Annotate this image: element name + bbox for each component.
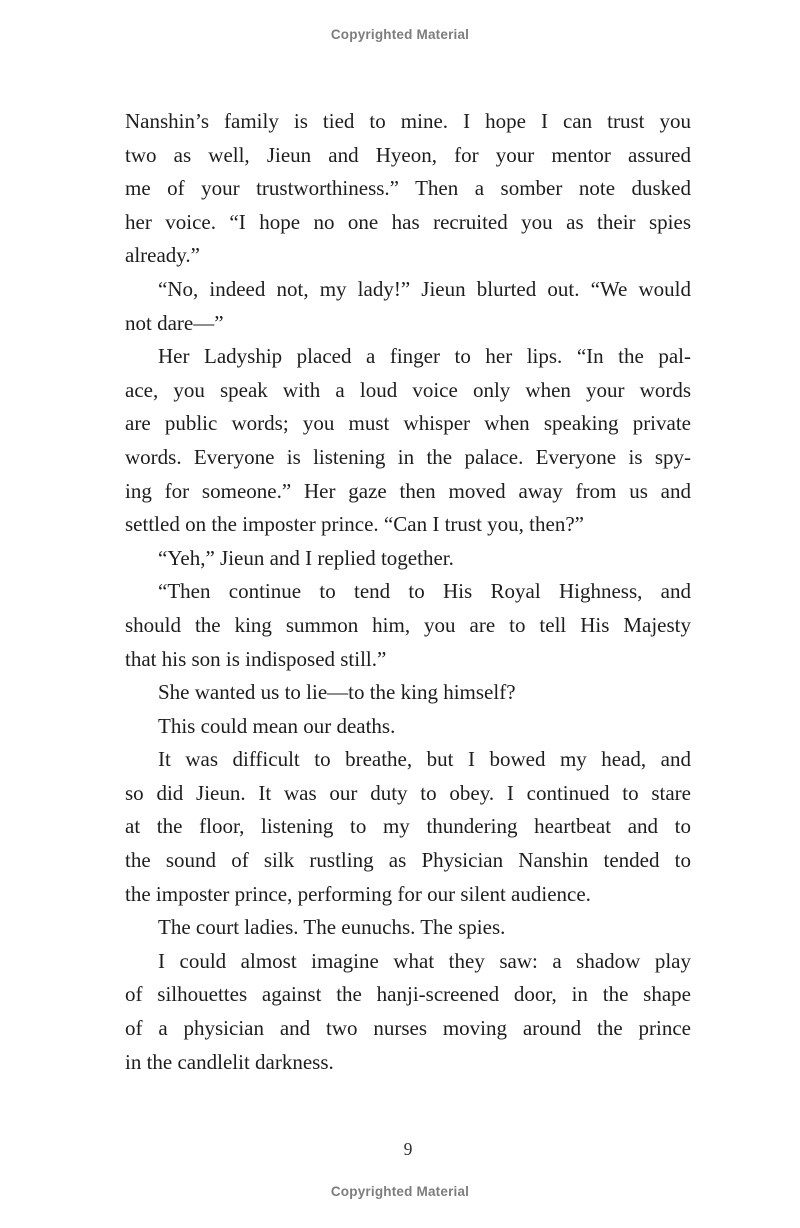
copyright-notice-top: Copyrighted Material <box>330 27 470 42</box>
text-line: “No, indeed not, my lady!” Jieun blurted out. “We would <box>158 276 691 301</box>
text-line: She wanted us to lie—to the king himself? <box>158 680 516 705</box>
text-line: ace, you speak with a loud voice only when your words <box>125 377 691 402</box>
text-line: me of your trustworthiness.” Then a somber note dusked <box>125 176 691 201</box>
text-line: not dare—” <box>125 310 224 335</box>
text-line: ing for someone.” Her gaze then moved away from us and <box>125 478 691 503</box>
book-body-text <box>125 105 691 1079</box>
text-line: “Then continue to tend to His Royal Highness, and <box>158 579 691 604</box>
copyright-notice-bottom: Copyrighted Material <box>330 1184 470 1199</box>
text-line: at the floor, listening to my thundering heartbeat and to <box>125 814 691 839</box>
text-line: of a physician and two nurses moving around the prince <box>125 1016 691 1041</box>
page-number: 9 <box>403 1139 413 1159</box>
text-line: of silhouettes against the hanji-screened door, in the shape <box>125 982 691 1007</box>
text-line: This could mean our deaths. <box>158 713 396 738</box>
text-line: her voice. “I hope no one has recruited you as their spies <box>125 209 691 234</box>
text-line: the sound of silk rustling as Physician Nanshin tended to <box>125 848 691 873</box>
text-line: I could almost imagine what they saw: a shadow play <box>158 948 691 973</box>
text-line: It was difficult to breathe, but I bowed my head, and <box>158 747 691 772</box>
text-line: Nanshin’s family is tied to mine. I hope I can trust you <box>125 109 691 133</box>
text-line: in the candlelit darkness. <box>125 1049 334 1074</box>
text-line: Her Ladyship placed a finger to her lips. “In the pal- <box>158 344 691 369</box>
text-line: should the king summon him, you are to tell His Majesty <box>125 612 691 637</box>
text-line: The court ladies. The eunuchs. The spies. <box>158 915 506 940</box>
text-line: two as well, Jieun and Hyeon, for your mentor assured <box>125 142 691 167</box>
text-line: settled on the imposter prince. “Can I trust you, then?” <box>125 512 584 537</box>
text-line: that his son is indisposed still.” <box>125 646 387 671</box>
text-line: the imposter prince, performing for our silent audience. <box>125 881 591 906</box>
text-line: already.” <box>125 243 200 268</box>
text-line: so did Jieun. It was our duty to obey. I continued to stare <box>125 780 691 805</box>
text-line: words. Everyone is listening in the palace. Everyone is spy- <box>125 444 691 469</box>
text-line: are public words; you must whisper when speaking private <box>125 411 691 436</box>
text-line: “Yeh,” Jieun and I replied together. <box>158 545 454 570</box>
